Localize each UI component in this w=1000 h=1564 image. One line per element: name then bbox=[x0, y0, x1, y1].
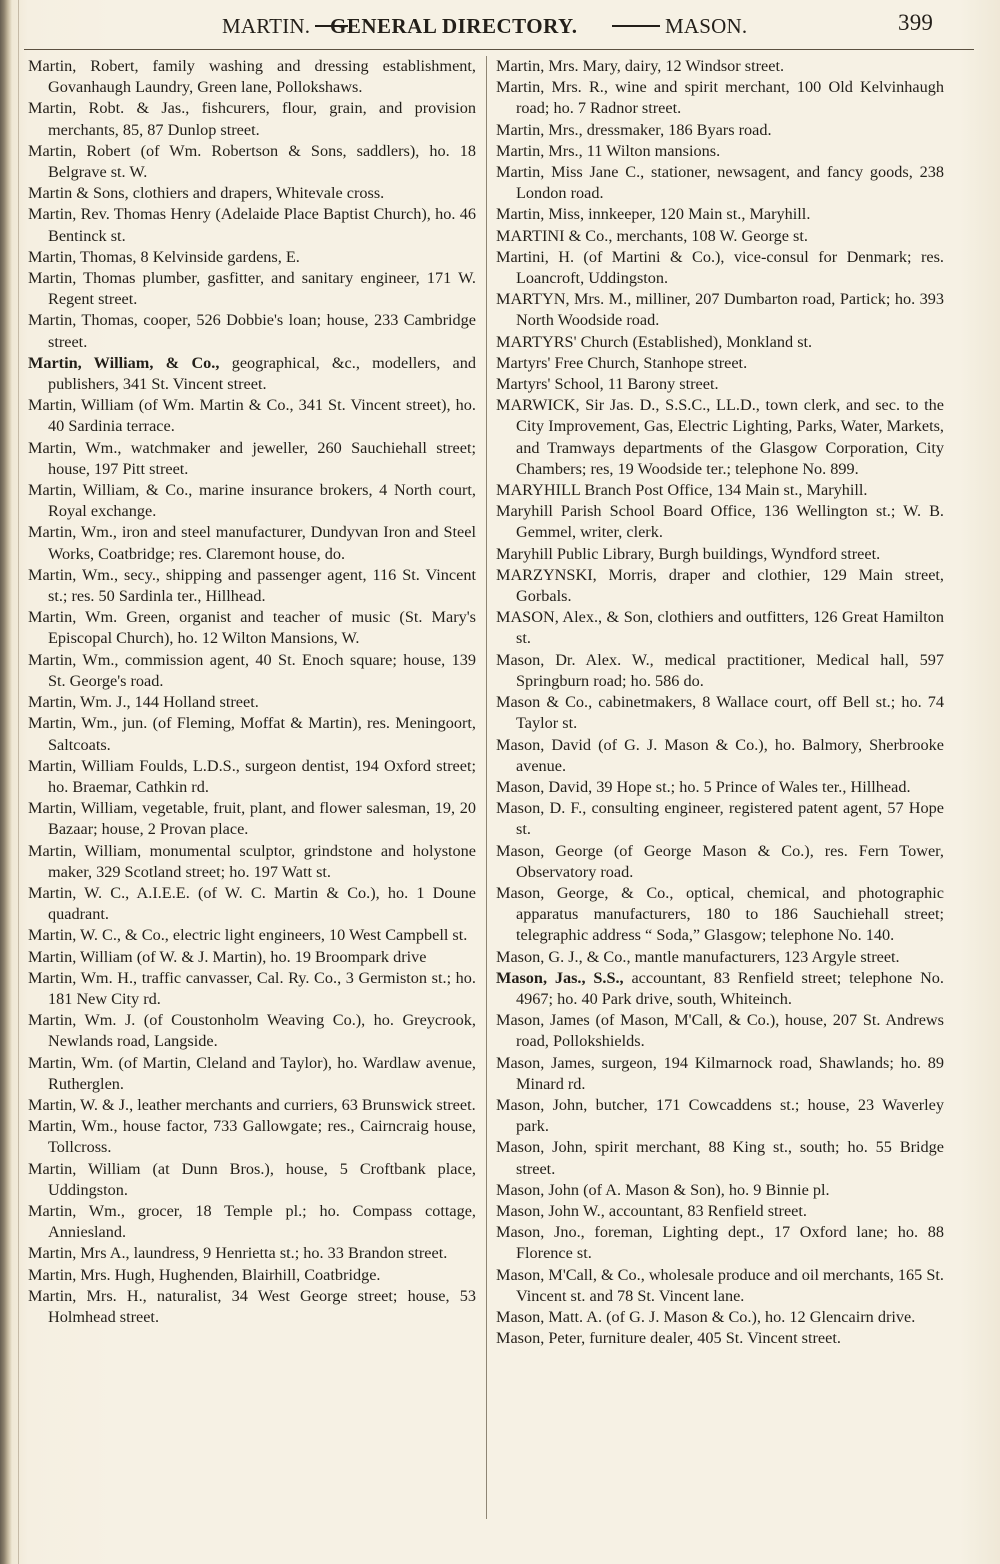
directory-entry bbox=[496, 332, 944, 353]
left-column bbox=[28, 56, 476, 1328]
directory-entry-text: Martyrs' School, 11 Barony street. bbox=[496, 375, 719, 394]
directory-entry bbox=[496, 353, 944, 374]
header-left-keyword: MARTIN. bbox=[222, 14, 311, 38]
directory-entry-text: Martin, Robert, family washing and dressing establishment, Govanhaugh Laundry, Green lane, Pollokshaws. bbox=[28, 57, 476, 97]
directory-entry-text: Martin, Wm., grocer, 18 Temple pl.; ho. Compass cottage, Anniesland. bbox=[28, 1201, 476, 1242]
directory-entry bbox=[28, 98, 476, 140]
directory-entry-text: Mason, John, spirit merchant, 88 King st., south; ho. 55 Bridge street. bbox=[496, 1138, 944, 1178]
directory-entry-text: Mason, Dr. Alex. W., medical practitioner, Medical hall, 597 Springburn road; ho. 586 do. bbox=[496, 650, 944, 690]
directory-entry bbox=[496, 1307, 944, 1328]
directory-entry bbox=[28, 713, 476, 755]
directory-entry-text: Martin, Wm. H., traffic canvasser, Cal. Ry. Co., 3 Germiston st.; ho. 181 New City rd. bbox=[28, 968, 476, 1008]
directory-entry bbox=[28, 947, 476, 968]
directory-entry bbox=[28, 1116, 476, 1158]
header-title: GENERAL DIRECTORY. bbox=[330, 14, 578, 38]
directory-entry bbox=[496, 395, 944, 480]
directory-entry bbox=[28, 841, 476, 883]
directory-entry bbox=[28, 1243, 476, 1264]
directory-entry-text: Martin, William, & Co., marine insurance brokers, 4 North court, Royal exchange. bbox=[28, 481, 476, 521]
directory-entry bbox=[28, 310, 476, 352]
directory-entry-text: Martin, Wm., house factor, 733 Gallowgate; res., Cairncraig house, Tollcross. bbox=[28, 1117, 476, 1157]
directory-entry-text: Maryhill Public Library, Burgh buildings, Wyndford street. bbox=[496, 544, 881, 563]
directory-entry bbox=[496, 798, 944, 840]
directory-entry bbox=[28, 183, 476, 204]
directory-entry-text: MARYHILL Branch Post Office, 134 Main st., Maryhill. bbox=[496, 481, 868, 500]
directory-entry bbox=[496, 1137, 944, 1179]
directory-entry-bold-name: Martin, William, & Co., bbox=[28, 353, 220, 372]
directory-entry-text: Martin, Mrs. Hugh, Hughenden, Blairhill, Coatbridge. bbox=[28, 1265, 381, 1284]
directory-entry-text: Martin, Thomas, 8 Kelvinside gardens, E. bbox=[28, 247, 300, 266]
directory-entry-text: Mason, Matt. A. (of G. J. Mason & Co.), ho. 12 Glencairn drive. bbox=[496, 1307, 916, 1326]
directory-entry bbox=[496, 247, 944, 289]
directory-entry-text: Mason, George, & Co., optical, chemical, and photographic apparatus manufacturers, 180 to 186 Sauchiehall street; telegraphic address “ Soda,” Glasgow; telephone No. 140. bbox=[496, 883, 944, 945]
directory-entry bbox=[496, 565, 944, 607]
directory-entry-text: Mason, G. J., & Co., mantle manufacturers, 123 Argyle street. bbox=[496, 947, 900, 966]
directory-entry bbox=[496, 544, 944, 565]
right-column bbox=[496, 56, 944, 1349]
directory-entry-text: Martin, Mrs. Mary, dairy, 12 Windsor street. bbox=[496, 57, 785, 75]
directory-entry bbox=[28, 247, 476, 268]
directory-entry bbox=[496, 692, 944, 734]
directory-entry bbox=[28, 268, 476, 310]
header-right-keyword: MASON. bbox=[665, 14, 748, 38]
directory-entry-text: Martyrs' Free Church, Stanhope street. bbox=[496, 353, 748, 372]
directory-entry-text: Martin, W. C., A.I.E.E. (of W. C. Martin & Co.), ho. 1 Doune quadrant. bbox=[28, 883, 476, 924]
directory-entry bbox=[496, 1265, 944, 1307]
directory-entry bbox=[28, 522, 476, 564]
directory-entry bbox=[496, 501, 944, 543]
directory-entry-text: Martin, William (of Wm. Martin & Co., 341 St. Vincent street), ho. 40 Sardinia terrace. bbox=[28, 396, 476, 436]
directory-entry bbox=[496, 947, 944, 968]
directory-entry bbox=[28, 968, 476, 1010]
directory-entry bbox=[496, 289, 944, 331]
binding-line bbox=[18, 0, 19, 1564]
directory-entry bbox=[496, 968, 944, 1010]
directory-entry-text: Martin, Mrs. R., wine and spirit merchant, 100 Old Kelvinhaugh road; ho. 7 Radnor street. bbox=[496, 78, 944, 118]
directory-entry-text: Martin, William (at Dunn Bros.), house, 5 Croftbank place, Uddingston. bbox=[28, 1159, 476, 1199]
directory-entry bbox=[28, 1265, 476, 1286]
directory-entry bbox=[28, 480, 476, 522]
directory-entry-text: Martin, Wm., secy., shipping and passenger agent, 116 St. Vincent st.; res. 50 Sardinla ter., Hillhead. bbox=[28, 565, 476, 606]
directory-entry bbox=[496, 1328, 944, 1349]
directory-entry-text: Martin, Wm. Green, organist and teacher of music (St. Mary's Episcopal Church), ho. 12 Wilton Mansions, W. bbox=[28, 608, 476, 648]
directory-entry bbox=[496, 841, 944, 883]
directory-entry-text: Martini, H. (of Martini & Co.), vice-consul for Denmark; res. Loancroft, Uddingston. bbox=[496, 247, 944, 288]
column-divider bbox=[486, 56, 487, 1519]
directory-entry bbox=[28, 141, 476, 183]
directory-entry bbox=[28, 1286, 476, 1328]
directory-entry-text: Mason, Peter, furniture dealer, 405 St. Vincent street. bbox=[496, 1329, 841, 1348]
directory-entry-text: Mason, James (of Mason, M'Call, & Co.), house, 207 St. Andrews road, Pollokshields. bbox=[496, 1011, 944, 1051]
directory-entry-text: Mason, Jno., foreman, Lighting dept., 17 Oxford lane; ho. 88 Florence st. bbox=[496, 1223, 944, 1263]
directory-entry-text: Martin, Miss Jane C., stationer, newsagent, and fancy goods, 238 London road. bbox=[496, 163, 944, 203]
directory-entry-text: Martin, Mrs., dressmaker, 186 Byars road. bbox=[496, 120, 772, 139]
directory-entry bbox=[28, 204, 476, 246]
directory-entry bbox=[496, 374, 944, 395]
directory-entry-text: Martin, William, monumental sculptor, grindstone and holystone maker, 329 Scotland street; ho. 197 Watt st. bbox=[28, 841, 476, 881]
directory-entry-text: Martin, Mrs. H., naturalist, 34 West George street; house, 53 Holmhead street. bbox=[28, 1286, 476, 1326]
directory-entry-text: Martin, Thomas, cooper, 526 Dobbie's loan; house, 233 Cambridge street. bbox=[28, 311, 476, 351]
directory-entry bbox=[28, 565, 476, 607]
directory-entry-text: MASON, Alex., & Son, clothiers and outfitters, 126 Great Hamilton st. bbox=[496, 608, 944, 648]
directory-entry bbox=[28, 756, 476, 798]
directory-entry bbox=[28, 1095, 476, 1116]
directory-entry-text: Martin, Wm., watchmaker and jeweller, 260 Sauchiehall street; house, 197 Pitt street. bbox=[28, 438, 476, 478]
binding-shadow bbox=[0, 0, 12, 1564]
directory-entry bbox=[496, 162, 944, 204]
directory-entry-text: Martin, Mrs A., laundress, 9 Henrietta st.; ho. 33 Brandon street. bbox=[28, 1244, 448, 1263]
directory-entry-text: geographical, &c., modellers, and publishers, 341 St. Vincent street. bbox=[48, 353, 477, 394]
directory-entry-bold-name: Mason, Jas., S.S., bbox=[496, 968, 624, 987]
directory-entry bbox=[496, 1053, 944, 1095]
directory-entry-text: Mason, D. F., consulting engineer, registered patent agent, 57 Hope st. bbox=[496, 799, 944, 839]
directory-entry-text: Martin, Robt. & Jas., fishcurers, flour, grain, and provision merchants, 85, 87 Dunlop street. bbox=[28, 99, 476, 139]
directory-entry-text: Martin, William (of W. & J. Martin), ho. 19 Broompark drive bbox=[28, 947, 427, 966]
page-number: 399 bbox=[898, 10, 934, 35]
directory-entry bbox=[28, 607, 476, 649]
directory-entry-text: Martin, Miss, innkeeper, 120 Main st., Maryhill. bbox=[496, 205, 811, 224]
directory-entry bbox=[28, 56, 476, 98]
directory-entry bbox=[496, 735, 944, 777]
directory-entry-text: Mason, John (of A. Mason & Son), ho. 9 Binnie pl. bbox=[496, 1180, 830, 1199]
directory-entry bbox=[28, 1053, 476, 1095]
directory-entry bbox=[28, 1010, 476, 1052]
directory-entry bbox=[496, 480, 944, 501]
directory-entry bbox=[28, 1201, 476, 1243]
directory-entry bbox=[496, 77, 944, 119]
directory-entry-text: MARTYRS' Church (Established), Monkland st. bbox=[496, 332, 813, 351]
directory-entry-text: Martin, W. C., & Co., electric light engineers, 10 West Campbell st. bbox=[28, 926, 468, 945]
directory-entry-text: Martin, Rev. Thomas Henry (Adelaide Place Baptist Church), ho. 46 Bentinck st. bbox=[28, 205, 476, 245]
directory-entry-text: Mason, M'Call, & Co., wholesale produce and oil merchants, 165 St. Vincent st. and 78 St. Vincent lane. bbox=[496, 1265, 944, 1305]
directory-entry-text: Mason & Co., cabinetmakers, 8 Wallace court, off Bell st.; ho. 74 Taylor st. bbox=[496, 693, 944, 733]
directory-entry bbox=[496, 777, 944, 798]
directory-entry-text: Martin, Wm., jun. (of Fleming, Moffat & Martin), res. Meningoort, Saltcoats. bbox=[28, 714, 476, 754]
directory-entry bbox=[496, 650, 944, 692]
directory-entry bbox=[496, 1180, 944, 1201]
directory-entry-text: Mason, David, 39 Hope st.; ho. 5 Prince of Wales ter., Hillhead. bbox=[496, 777, 911, 796]
directory-entry-text: Mason, David (of G. J. Mason & Co.), ho. Balmory, Sherbrooke avenue. bbox=[496, 735, 944, 775]
directory-entry-text: Mason, John W., accountant, 83 Renfield street. bbox=[496, 1201, 807, 1220]
directory-entry-text: MARWICK, Sir Jas. D., S.S.C., LL.D., town clerk, and sec. to the City Improvement, Gas, Electric Lighting, Parks, Water, Markets, and Tramways departments of the Glasgow Corporation, City Chambers; res, 19 Woodside ter.; telephone No. 899. bbox=[496, 396, 944, 478]
directory-entry-text: Martin, Mrs., 11 Wilton mansions. bbox=[496, 141, 721, 160]
running-header bbox=[210, 10, 970, 44]
directory-entry-text: accountant, 83 Renfield street; telephone No. 4967; ho. 40 Park drive, south, Whiteinch. bbox=[516, 968, 944, 1008]
directory-entry bbox=[28, 925, 476, 946]
directory-entry bbox=[28, 798, 476, 840]
directory-entry bbox=[496, 141, 944, 162]
directory-entry-text: MARTINI & Co., merchants, 108 W. George st. bbox=[496, 226, 808, 245]
directory-entry-text: Maryhill Parish School Board Office, 136 Wellington st.; W. B. Gemmel, writer, clerk. bbox=[496, 502, 944, 542]
directory-entry-text: Martin, William, vegetable, fruit, plant, and flower salesman, 19, 20 Bazaar; house, 2 Provan place. bbox=[28, 799, 476, 839]
directory-entry-text: MARZYNSKI, Morris, draper and clothier, 129 Main street, Gorbals. bbox=[496, 565, 944, 606]
header-dash bbox=[612, 25, 660, 27]
directory-entry bbox=[28, 883, 476, 925]
directory-entry-text: Martin, William Foulds, L.D.S., surgeon dentist, 194 Oxford street; ho. Braemar, Cathkin rd. bbox=[28, 756, 476, 796]
directory-entry-text: Martin & Sons, clothiers and drapers, Whitevale cross. bbox=[28, 184, 385, 203]
directory-entry bbox=[496, 226, 944, 247]
directory-entry-text: Martin, Wm., iron and steel manufacturer, Dundyvan Iron and Steel Works, Coatbridge; res. Claremont house, do. bbox=[28, 523, 476, 563]
directory-entry bbox=[496, 1095, 944, 1137]
header-rule bbox=[24, 49, 974, 50]
directory-entry-text: Martin, W. & J., leather merchants and curriers, 63 Brunswick street. bbox=[28, 1095, 476, 1114]
directory-entry bbox=[28, 353, 476, 395]
directory-entry bbox=[496, 1222, 944, 1264]
directory-entry bbox=[496, 120, 944, 141]
directory-entry bbox=[496, 1010, 944, 1052]
directory-entry-text: Martin, Robert (of Wm. Robertson & Sons, saddlers), ho. 18 Belgrave st. W. bbox=[28, 141, 476, 182]
directory-entry-text: MARTYN, Mrs. M., milliner, 207 Dumbarton road, Partick; ho. 393 North Woodside road. bbox=[496, 290, 944, 330]
directory-entry-text: Martin, Wm., commission agent, 40 St. Enoch square; house, 139 St. George's road. bbox=[28, 650, 476, 690]
directory-entry-text: Martin, Thomas plumber, gasfitter, and sanitary engineer, 171 W. Regent street. bbox=[28, 269, 476, 309]
directory-entry bbox=[496, 204, 944, 225]
directory-entry bbox=[28, 692, 476, 713]
directory-entry bbox=[496, 1201, 944, 1222]
directory-entry-text: Martin, Wm. J., 144 Holland street. bbox=[28, 693, 259, 712]
directory-entry-text: Mason, George (of George Mason & Co.), res. Fern Tower, Observatory road. bbox=[496, 841, 944, 881]
directory-entry bbox=[28, 395, 476, 437]
directory-entry-text: Mason, James, surgeon, 194 Kilmarnock road, Shawlands; ho. 89 Minard rd. bbox=[496, 1053, 944, 1093]
directory-entry bbox=[28, 1159, 476, 1201]
directory-entry bbox=[28, 438, 476, 480]
directory-entry-text: Martin, Wm. J. (of Coustonholm Weaving Co.), ho. Greycrook, Newlands road, Langside. bbox=[28, 1011, 476, 1051]
directory-entry-text: Martin, Wm. (of Martin, Cleland and Taylor), ho. Wardlaw avenue, Rutherglen. bbox=[28, 1053, 476, 1093]
directory-entry bbox=[496, 56, 944, 77]
directory-entry bbox=[496, 883, 944, 947]
directory-entry bbox=[496, 607, 944, 649]
directory-entry bbox=[28, 650, 476, 692]
directory-entry-text: Mason, John, butcher, 171 Cowcaddens st.; house, 23 Waverley park. bbox=[496, 1095, 944, 1136]
